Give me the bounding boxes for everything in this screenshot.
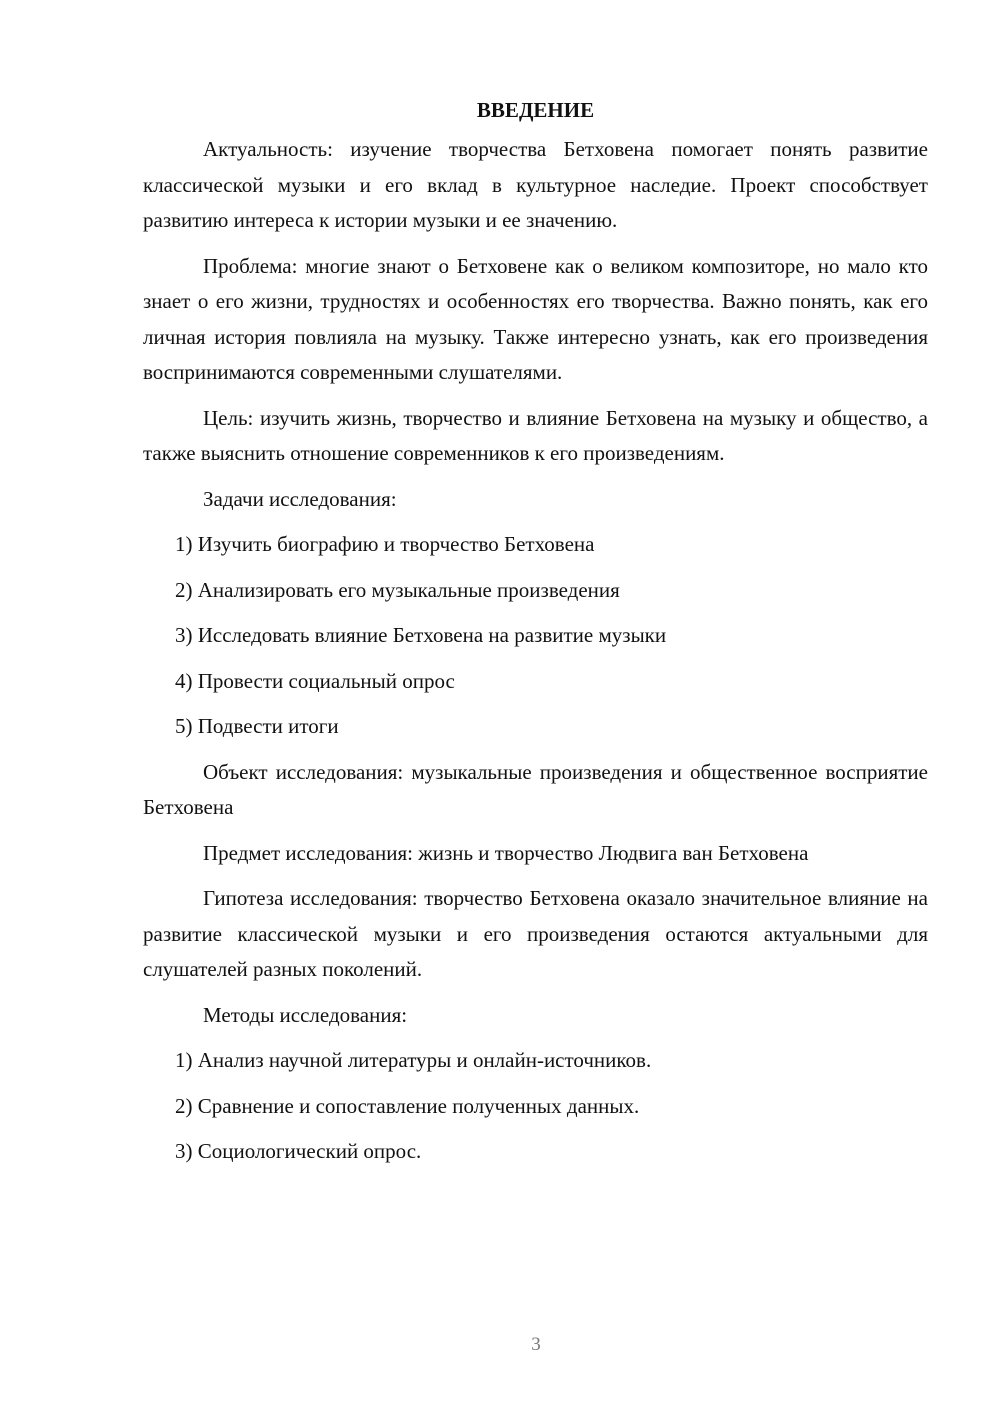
problem-paragraph: Проблема: многие знают о Бетховене как о великом композиторе, но мало кто знает о его жизни, трудностях и особенностях его творчества. Важно понять, как его личная история повлияла на музыку. Также интересно узнать, как его произведения воспринимаются современными слушателями. [143, 253, 928, 384]
task-item: 2) Анализировать его музыкальные произведения [175, 577, 620, 602]
object-paragraph: Объект исследования: музыкальные произведения и общественное восприятие Бетховена [143, 759, 928, 819]
task-item: 4) Провести социальный опрос [175, 668, 455, 693]
tasks-heading: Задачи исследования: [203, 486, 397, 511]
document-page [143, 92, 928, 1180]
relevance-paragraph: Актуальность: изучение творчества Бетховена помогает понять развитие классической музыки и его вклад в культурное наследие. Проект способствует развитию интереса к истории музыки и ее значению. [143, 137, 928, 232]
method-item: 1) Анализ научной литературы и онлайн-источников. [175, 1048, 652, 1072]
task-item: 3) Исследовать влияние Бетховена на развитие музыки [175, 623, 667, 647]
methods-heading: Методы исследования: [203, 1002, 408, 1027]
method-item: 2) Сравнение и сопоставление полученных данных. [175, 1093, 640, 1118]
task-item: 5) Подвести итоги [175, 714, 339, 738]
subject-paragraph: Предмет исследования: жизнь и творчество Людвига ван Бетховена [203, 840, 809, 865]
page-title: ВВЕДЕНИЕ [476, 98, 595, 122]
goal-paragraph: Цель: изучить жизнь, творчество и влияние Бетховена на музыку и общество, а также выяснить отношение современников к его произведениям. [143, 405, 928, 465]
hypothesis-paragraph: Гипотеза исследования: творчество Бетховена оказало значительное влияние на развитие классической музыки и его произведения остаются актуальными для слушателей разных поколений. [143, 886, 928, 981]
page-number: 3 [531, 1334, 541, 1355]
task-item: 1) Изучить биографию и творчество Бетховена [175, 532, 595, 556]
method-item: 3) Социологический опрос. [175, 1139, 422, 1163]
